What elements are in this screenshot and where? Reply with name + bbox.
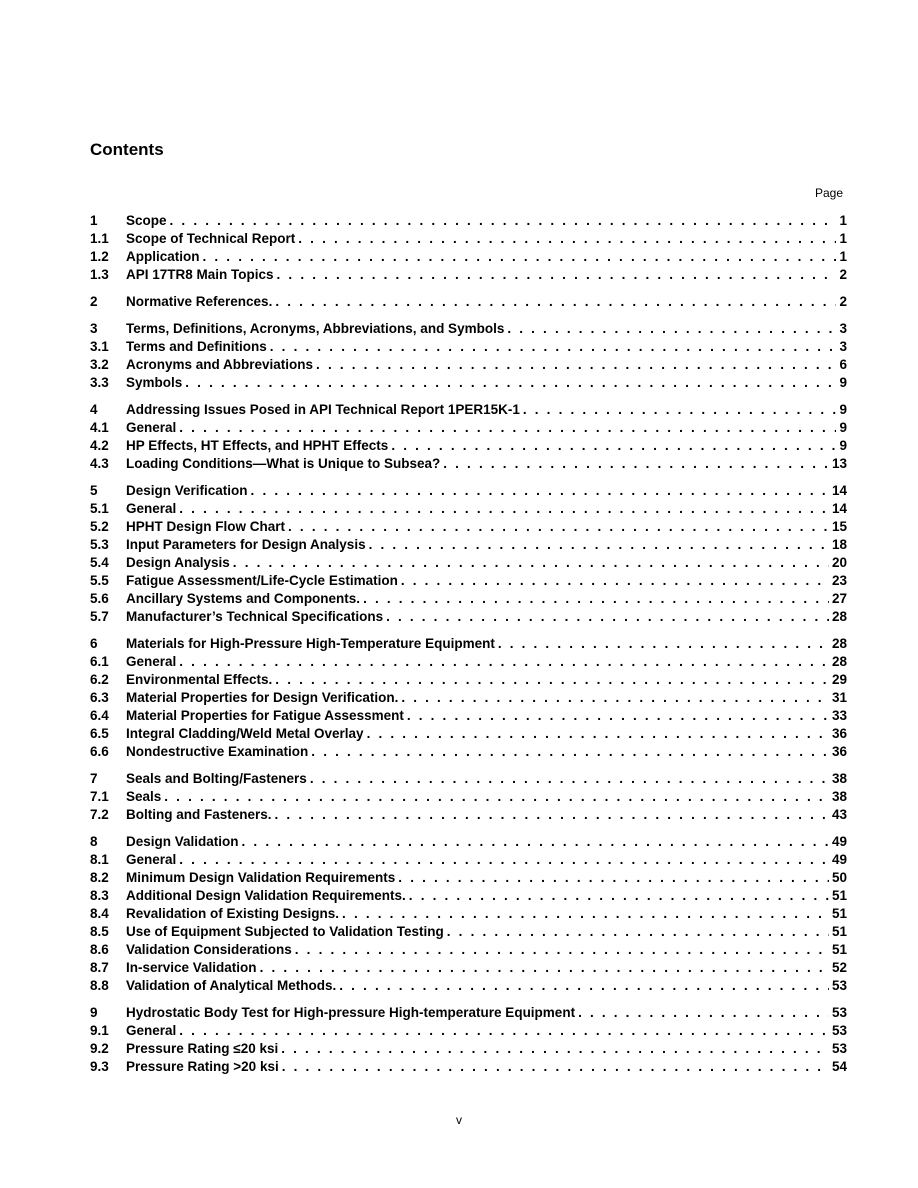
toc-dot-leader [342,905,829,923]
toc-entry-number: 5.2 [90,519,109,534]
toc-entry-number: 1.2 [90,249,109,264]
toc-entry-title: Input Parameters for Design Analysis [126,537,366,552]
toc-entry-title: General [126,852,177,867]
toc-entry-page: 38 [831,789,847,804]
toc-dot-leader [179,851,829,869]
toc-entry-title: Design Analysis [126,555,230,570]
toc-entry-title: Terms and Definitions [126,339,267,354]
toc-entry-title: Seals [126,789,162,804]
toc-entry-number: 6 [90,636,98,651]
toc-entry-title: General [126,420,177,435]
toc-entry-page: 51 [831,924,847,939]
toc-entry-title: Additional Design Validation Requirements. [126,888,406,903]
toc-entry[interactable] [90,419,847,437]
toc-entry-title: Revalidation of Existing Designs. [126,906,340,921]
toc-entry-title: Acronyms and Abbreviations [126,357,314,372]
toc-entry[interactable] [90,266,847,284]
toc-entry[interactable] [90,977,847,995]
toc-dot-leader [401,689,829,707]
toc-dot-leader [277,266,837,284]
toc-entry-title: Hydrostatic Body Test for High-pressure High-temperature Equipment [126,1005,576,1020]
toc-entry-number: 6.4 [90,708,109,723]
toc-entry-title: Validation of Analytical Methods. [126,978,337,993]
toc-entry-number: 6.1 [90,654,109,669]
toc-entry[interactable] [90,500,847,518]
toc-dot-leader [316,356,836,374]
toc-entry-number: 5.3 [90,537,109,552]
toc-dot-leader [251,482,829,500]
toc-entry-number: 9.3 [90,1059,109,1074]
toc-entry-page: 43 [831,807,847,822]
page-number-footer: v [456,1113,462,1127]
toc-section-group [90,833,847,995]
toc-entry-number: 3.3 [90,375,109,390]
toc-dot-leader [242,833,829,851]
toc-entry-page: 36 [831,726,847,741]
toc-entry-number: 5.7 [90,609,109,624]
toc-dot-leader [407,707,829,725]
toc-entry[interactable] [90,401,847,419]
toc-entry[interactable] [90,923,847,941]
toc-entry[interactable] [90,869,847,887]
toc-entry-title: Use of Equipment Subjected to Validation Testing [126,924,444,939]
toc-entry[interactable] [90,518,847,536]
toc-dot-leader [170,212,837,230]
toc-entry[interactable] [90,554,847,572]
toc-entry[interactable] [90,374,847,392]
toc-entry-title: Seals and Bolting/Fasteners [126,771,307,786]
toc-dot-leader [311,743,829,761]
toc-entry-page: 51 [831,888,847,903]
toc-dot-leader [339,977,829,995]
toc-dot-leader [401,572,829,590]
toc-entry-page: 18 [831,537,847,552]
toc-entry-page: 1 [839,231,847,246]
toc-entry-title: Environmental Effects. [126,672,273,687]
toc-dot-leader [281,1040,829,1058]
toc-entry[interactable] [90,356,847,374]
toc-entry-number: 8.2 [90,870,109,885]
toc-entry-title: Material Properties for Design Verification. [126,690,399,705]
toc-entry-page: 52 [831,960,847,975]
toc-entry-page: 49 [831,852,847,867]
toc-entry-number: 8.3 [90,888,109,903]
toc-entry-page: 2 [839,267,847,282]
toc-entry-page: 2 [839,294,847,309]
toc-entry-title: Loading Conditions—What is Unique to Subsea? [126,456,441,471]
toc-entry-title: Scope [126,213,167,228]
toc-entry[interactable] [90,689,847,707]
toc-entry[interactable] [90,653,847,671]
toc-entry-title: General [126,1023,177,1038]
toc-dot-leader [498,635,829,653]
toc-entry[interactable] [90,1040,847,1058]
toc-dot-leader [369,536,829,554]
toc-entry-page: 3 [839,321,847,336]
toc-entry-number: 1.1 [90,231,109,246]
toc-entry-number: 9 [90,1005,98,1020]
toc-entry-page: 53 [831,978,847,993]
toc-entry-page: 1 [839,249,847,264]
toc-dot-leader [391,437,836,455]
toc-entry-title: In-service Validation [126,960,257,975]
toc-entry-number: 5.6 [90,591,109,606]
toc-dot-leader [523,401,837,419]
toc-entry-page: 50 [831,870,847,885]
toc-entry[interactable] [90,437,847,455]
toc-entry-number: 5 [90,483,98,498]
toc-entry-title: Nondestructive Examination [126,744,309,759]
toc-entry-number: 3.2 [90,357,109,372]
table-of-contents [90,212,847,1085]
toc-dot-leader [367,725,829,743]
toc-entry-page: 3 [839,339,847,354]
toc-entry-number: 5.1 [90,501,109,516]
toc-entry[interactable] [90,788,847,806]
toc-dot-leader [363,590,829,608]
toc-entry-page: 38 [831,771,847,786]
toc-dot-leader [298,230,836,248]
toc-entry-page: 28 [831,609,847,624]
toc-entry-number: 9.1 [90,1023,109,1038]
toc-dot-leader [443,455,829,473]
toc-entry[interactable] [90,455,847,473]
toc-entry-page: 9 [839,420,847,435]
toc-entry[interactable] [90,770,847,788]
toc-entry-number: 5.4 [90,555,109,570]
toc-entry-page: 36 [831,744,847,759]
toc-entry-page: 20 [831,555,847,570]
toc-dot-leader [447,923,829,941]
toc-entry-number: 4.3 [90,456,109,471]
toc-entry[interactable] [90,536,847,554]
toc-dot-leader [275,806,829,824]
toc-entry-title: Scope of Technical Report [126,231,296,246]
toc-entry-page: 15 [831,519,847,534]
page-column-label: Page [814,186,843,200]
toc-entry-number: 8 [90,834,98,849]
toc-entry-number: 3 [90,321,98,336]
toc-entry[interactable] [90,482,847,500]
toc-entry-number: 1.3 [90,267,109,282]
toc-entry-number: 8.8 [90,978,109,993]
toc-entry-title: Terms, Definitions, Acronyms, Abbreviations, and Symbols [126,321,505,336]
toc-dot-leader [578,1004,829,1022]
toc-section-group [90,401,847,473]
toc-entry-title: Bolting and Fasteners. [126,807,272,822]
toc-section-group [90,482,847,626]
toc-entry-title: Application [126,249,200,264]
toc-dot-leader [179,653,829,671]
toc-entry-title: Pressure Rating >20 ksi [126,1059,279,1074]
toc-entry-page: 31 [831,690,847,705]
toc-entry[interactable] [90,248,847,266]
toc-entry[interactable] [90,725,847,743]
toc-entry[interactable] [90,1058,847,1076]
toc-entry-title: Material Properties for Fatigue Assessment [126,708,404,723]
toc-entry-number: 6.5 [90,726,109,741]
toc-entry[interactable] [90,230,847,248]
toc-dot-leader [398,869,829,887]
toc-entry-title: Addressing Issues Posed in API Technical Report 1PER15K-1 [126,402,520,417]
toc-entry-page: 53 [831,1005,847,1020]
toc-section-group [90,293,847,311]
toc-entry[interactable] [90,608,847,626]
toc-dot-leader [203,248,837,266]
toc-entry-number: 4.1 [90,420,109,435]
toc-entry-page: 28 [831,654,847,669]
toc-entry[interactable] [90,743,847,761]
toc-entry-page: 53 [831,1023,847,1038]
toc-entry-number: 7.1 [90,789,109,804]
toc-section-group [90,320,847,392]
toc-entry-page: 29 [831,672,847,687]
toc-dot-leader [507,320,836,338]
toc-entry-title: Fatigue Assessment/Life-Cycle Estimation [126,573,398,588]
toc-entry-page: 53 [831,1041,847,1056]
toc-entry-number: 8.5 [90,924,109,939]
toc-entry[interactable] [90,320,847,338]
toc-entry-title: Ancillary Systems and Components. [126,591,361,606]
toc-entry-page: 54 [831,1059,847,1074]
toc-entry-title: Normative References. [126,294,273,309]
toc-entry-number: 3.1 [90,339,109,354]
toc-dot-leader [275,671,829,689]
toc-section-group [90,212,847,284]
toc-dot-leader [275,293,836,311]
toc-entry-title: API 17TR8 Main Topics [126,267,274,282]
toc-entry-title: General [126,501,177,516]
page-title: Contents [90,140,164,159]
toc-dot-leader [282,1058,829,1076]
toc-dot-leader [295,941,829,959]
toc-entry-title: Validation Considerations [126,942,292,957]
toc-dot-leader [270,338,837,356]
toc-dot-leader [179,419,836,437]
toc-entry-page: 9 [839,438,847,453]
toc-entry-number: 1 [90,213,98,228]
toc-entry[interactable] [90,1004,847,1022]
toc-dot-leader [179,1022,829,1040]
toc-entry-title: Integral Cladding/Weld Metal Overlay [126,726,364,741]
toc-entry-title: Symbols [126,375,183,390]
toc-section-group [90,1004,847,1076]
toc-dot-leader [288,518,829,536]
toc-entry-title: Design Verification [126,483,248,498]
toc-section-group [90,770,847,824]
toc-entry-number: 4.2 [90,438,109,453]
toc-dot-leader [164,788,829,806]
toc-entry[interactable] [90,635,847,653]
toc-entry-page: 28 [831,636,847,651]
toc-entry-title: Manufacturer’s Technical Specifications [126,609,384,624]
toc-entry-title: General [126,654,177,669]
toc-entry-page: 9 [839,402,847,417]
toc-entry[interactable] [90,590,847,608]
toc-dot-leader [310,770,829,788]
toc-entry-page: 13 [831,456,847,471]
toc-dot-leader [185,374,836,392]
toc-entry-title: Materials for High-Pressure High-Temperature Equipment [126,636,495,651]
toc-entry[interactable] [90,338,847,356]
toc-entry[interactable] [90,905,847,923]
toc-entry-page: 23 [831,573,847,588]
toc-entry-page: 33 [831,708,847,723]
toc-entry-title: HP Effects, HT Effects, and HPHT Effects [126,438,389,453]
toc-entry[interactable] [90,1022,847,1040]
toc-entry-number: 6.3 [90,690,109,705]
toc-entry-number: 8.6 [90,942,109,957]
toc-entry-number: 7.2 [90,807,109,822]
toc-entry[interactable] [90,671,847,689]
toc-entry-number: 8.1 [90,852,109,867]
toc-entry[interactable] [90,707,847,725]
toc-entry-title: Minimum Design Validation Requirements [126,870,396,885]
toc-entry[interactable] [90,887,847,905]
toc-entry-number: 6.2 [90,672,109,687]
toc-entry-page: 51 [831,906,847,921]
toc-entry-number: 4 [90,402,98,417]
toc-entry[interactable] [90,212,847,230]
toc-entry-number: 6.6 [90,744,109,759]
toc-entry[interactable] [90,833,847,851]
toc-entry-title: HPHT Design Flow Chart [126,519,286,534]
toc-entry-page: 27 [831,591,847,606]
toc-entry-page: 51 [831,942,847,957]
toc-entry-title: Design Validation [126,834,239,849]
toc-entry[interactable] [90,806,847,824]
toc-entry-number: 9.2 [90,1041,109,1056]
toc-dot-leader [179,500,829,518]
toc-entry[interactable] [90,851,847,869]
toc-entry-page: 1 [839,213,847,228]
toc-entry-page: 49 [831,834,847,849]
toc-entry-number: 5.5 [90,573,109,588]
toc-entry-page: 9 [839,375,847,390]
toc-entry[interactable] [90,572,847,590]
toc-entry-number: 2 [90,294,98,309]
toc-dot-leader [260,959,829,977]
toc-entry-number: 8.4 [90,906,109,921]
toc-entry-page: 14 [831,483,847,498]
toc-entry-number: 7 [90,771,98,786]
toc-entry[interactable] [90,941,847,959]
toc-dot-leader [409,887,829,905]
toc-entry-page: 6 [839,357,847,372]
toc-entry-number: 8.7 [90,960,109,975]
toc-dot-leader [233,554,829,572]
toc-section-group [90,635,847,761]
toc-entry-title: Pressure Rating ≤20 ksi [126,1041,279,1056]
toc-entry[interactable] [90,293,847,311]
toc-dot-leader [386,608,829,626]
toc-entry[interactable] [90,959,847,977]
toc-entry-page: 14 [831,501,847,516]
